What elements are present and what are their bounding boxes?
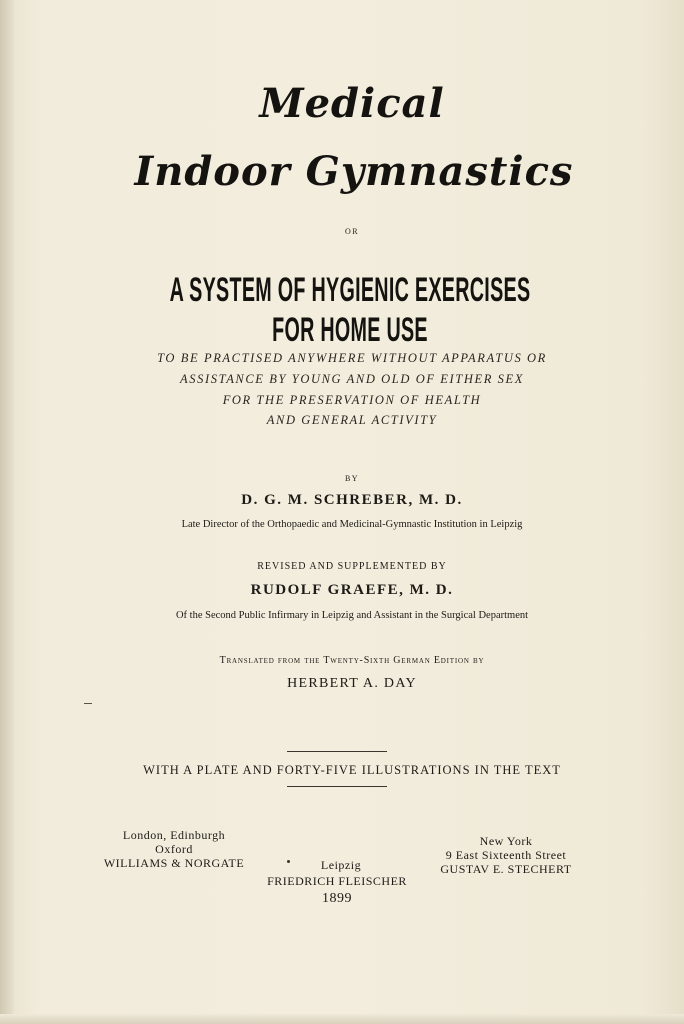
revised-text: REVISED AND SUPPLEMENTED BY xyxy=(257,561,447,572)
reviser-title: Of the Second Public Infirmary in Leipzig and Assistant in the Surgical Department xyxy=(175,610,529,621)
page-bottom-edge xyxy=(0,1014,684,1024)
reviser-name: RUDOLF GRAEFE, M. D. xyxy=(250,582,454,598)
publisher-newyork-address: 9 East Sixteenth Street xyxy=(445,848,567,862)
title-line-1: Medical xyxy=(259,80,445,127)
author-title: Late Director of the Orthopaedic and Medicinal-Gymnastic Institution in Leipzig xyxy=(181,519,523,530)
publisher-london-name: WILLIAMS & NORGATE xyxy=(103,856,245,870)
subtitle: A SYSTEM OF HYGIENIC EXERCISES FOR HOME USE xyxy=(169,271,531,349)
author-name: D. G. M. SCHREBER, M. D. xyxy=(241,492,463,508)
title-line-2: Indoor Gymnastics xyxy=(134,148,574,195)
publisher-leipzig-name: FRIEDRICH FLEISCHER xyxy=(267,874,407,888)
description-line-2: ASSISTANCE BY YOUNG AND OLD OF EITHER SEX xyxy=(180,372,524,386)
or-text: OR xyxy=(344,227,360,236)
divider-top xyxy=(287,751,387,752)
publisher-leipzig-city: Leipzig xyxy=(320,858,362,872)
illustrations-note: WITH A PLATE AND FORTY-FIVE ILLUSTRATIONS IN THE TEXT xyxy=(143,763,561,777)
by-text: BY xyxy=(344,474,360,483)
publisher-newyork-name: GUSTAV E. STECHERT xyxy=(440,862,572,876)
divider-bottom xyxy=(287,786,387,787)
publisher-london-city: London, Edinburgh xyxy=(122,828,226,842)
publisher-newyork-city: New York xyxy=(479,834,533,848)
page-mark xyxy=(84,703,92,704)
description-line-3: FOR THE PRESERVATION OF HEALTH xyxy=(222,393,482,407)
description-line-4: AND GENERAL ACTIVITY xyxy=(266,413,438,427)
publisher-london-oxford: Oxford xyxy=(155,842,193,856)
description-line-1: TO BE PRACTISED ANYWHERE WITHOUT APPARATUS OR xyxy=(157,351,547,365)
translated-text: Translated from the Twenty-Sixth German Edition by xyxy=(219,655,485,666)
translator-name: HERBERT A. DAY xyxy=(287,676,417,691)
separator-dot xyxy=(287,860,290,863)
publication-year: 1899 xyxy=(322,891,352,906)
